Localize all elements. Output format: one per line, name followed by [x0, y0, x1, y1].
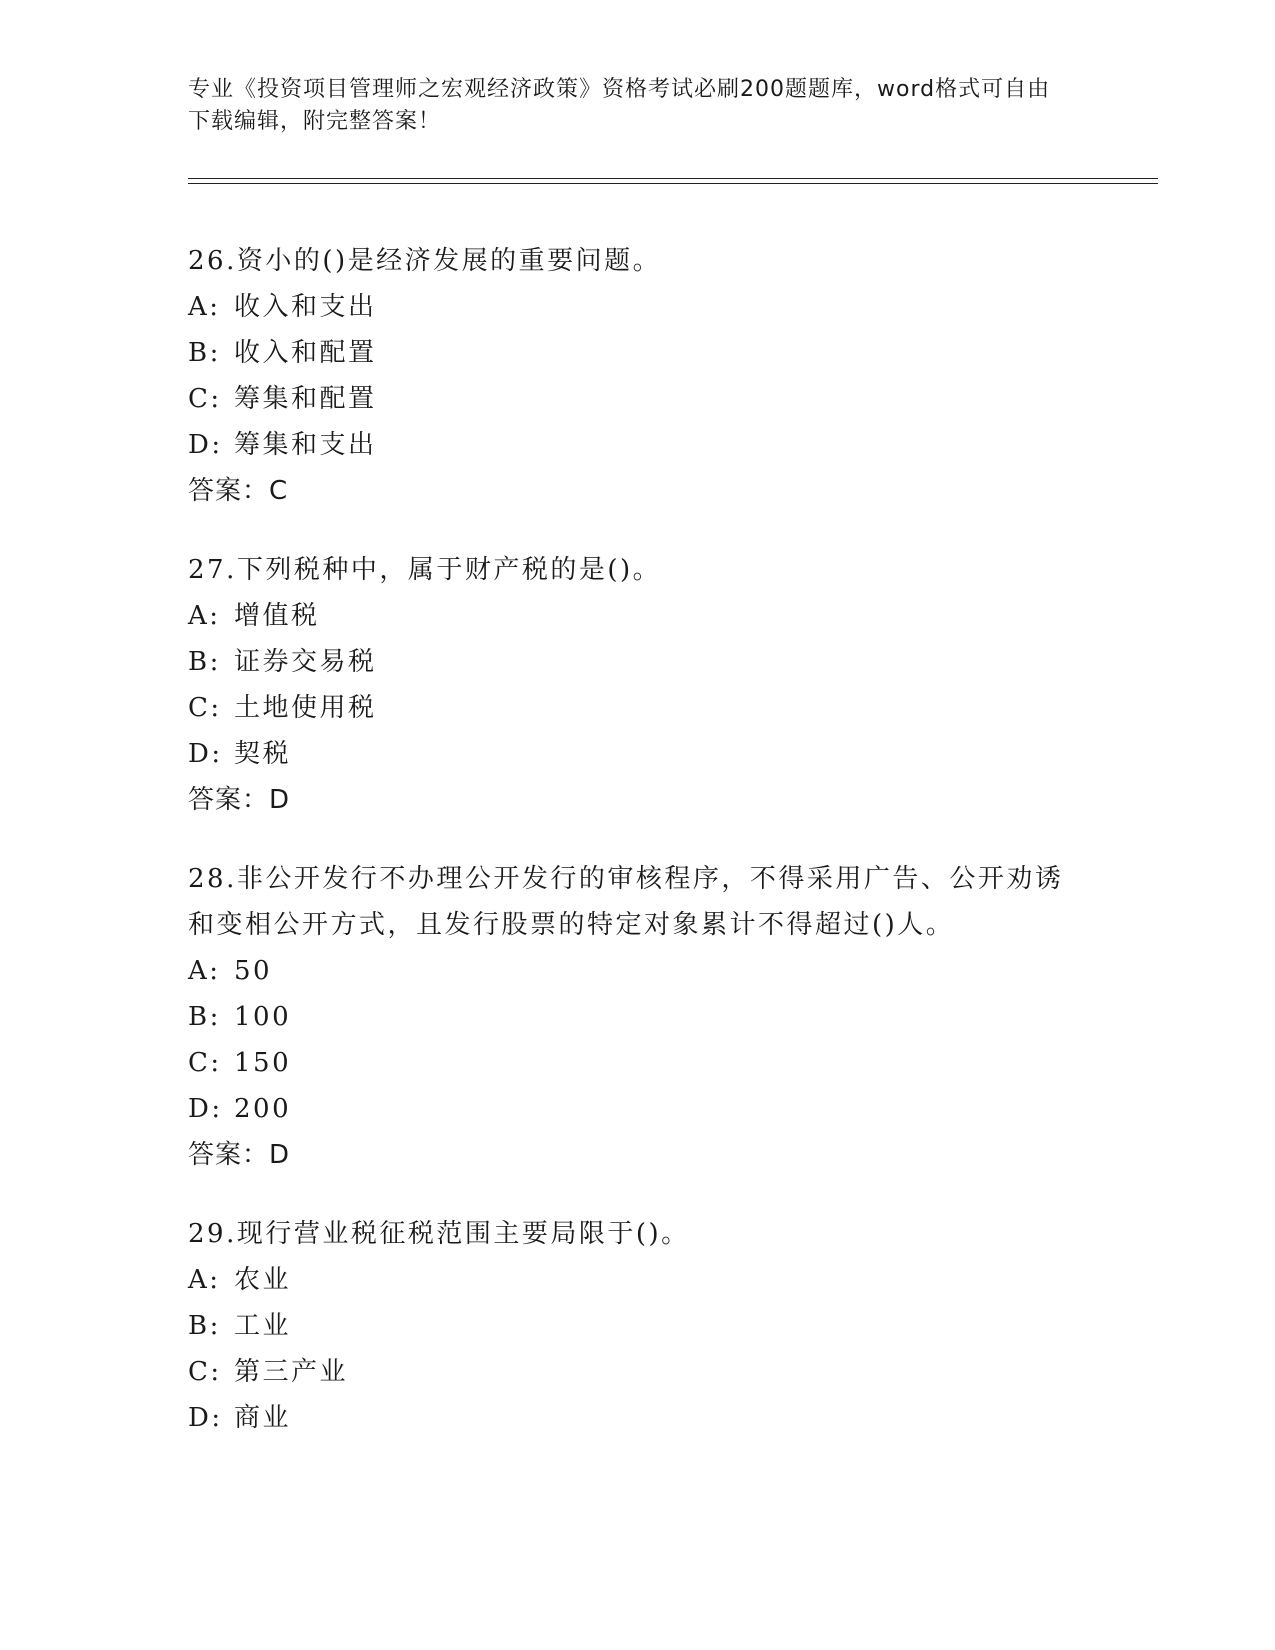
option-a [188, 948, 1088, 994]
option-d [188, 731, 1088, 777]
option-b [188, 1303, 1088, 1349]
option-letter: C: [188, 384, 222, 414]
option-text: 筹集和配置 [234, 384, 377, 414]
question-item [188, 547, 1088, 823]
option-text: 契税 [234, 739, 292, 769]
option-text: 100 [234, 1002, 292, 1032]
option-letter: A: [188, 956, 221, 986]
option-c [188, 1349, 1088, 1395]
answer-line: 答案：C [188, 476, 289, 506]
answer-line: 答案：D [188, 785, 291, 815]
option-text: 商业 [234, 1403, 292, 1433]
option-a [188, 1257, 1088, 1303]
header-divider-bottom [188, 183, 1158, 184]
option-letter: D: [188, 739, 223, 769]
answer-line: 答案：D [188, 1140, 291, 1170]
option-letter: D: [188, 1094, 223, 1124]
question-item [188, 1211, 1088, 1441]
option-text: 200 [234, 1094, 292, 1124]
option-letter: B: [188, 1311, 221, 1341]
question-item [188, 856, 1088, 1178]
option-letter: C: [188, 1048, 222, 1078]
option-letter: B: [188, 647, 221, 677]
option-text: 证券交易税 [234, 647, 377, 677]
option-text: 土地使用税 [234, 693, 377, 723]
option-a [188, 593, 1088, 639]
option-c [188, 376, 1088, 422]
option-letter: A: [188, 601, 221, 631]
question-stem: 28.非公开发行不办理公开发行的审核程序，不得采用广告、公开劝诱和变相公开方式，且发行股票的特定对象累计不得超过()人。 [188, 864, 1064, 940]
question-list [188, 238, 1088, 1474]
option-d [188, 422, 1088, 468]
document-header: 专业《投资项目管理师之宏观经济政策》资格考试必刷200题题库，word格式可自由下载编辑，附完整答案！ [188, 77, 1051, 134]
option-text: 50 [234, 956, 273, 986]
option-c [188, 685, 1088, 731]
option-letter: B: [188, 338, 221, 368]
option-letter: D: [188, 430, 223, 460]
option-d [188, 1395, 1088, 1441]
option-letter: A: [188, 292, 221, 322]
option-text: 第三产业 [234, 1357, 349, 1387]
option-b [188, 639, 1088, 685]
option-text: 收入和支出 [234, 292, 377, 322]
option-text: 农业 [234, 1265, 292, 1295]
question-item [188, 238, 1088, 514]
option-a [188, 284, 1088, 330]
option-c [188, 1040, 1088, 1086]
option-text: 150 [234, 1048, 292, 1078]
option-b [188, 994, 1088, 1040]
option-text: 筹集和支出 [234, 430, 377, 460]
option-text: 增值税 [234, 601, 320, 631]
header-divider-top [188, 178, 1158, 179]
question-stem: 27.下列税种中，属于财产税的是()。 [188, 555, 662, 585]
option-letter: A: [188, 1265, 221, 1295]
question-stem: 29.现行营业税征税范围主要局限于()。 [188, 1219, 690, 1249]
option-d [188, 1086, 1088, 1132]
option-letter: D: [188, 1403, 223, 1433]
option-text: 收入和配置 [234, 338, 377, 368]
option-letter: C: [188, 693, 222, 723]
question-stem: 26.资小的()是经济发展的重要问题。 [188, 246, 662, 276]
option-b [188, 330, 1088, 376]
option-text: 工业 [234, 1311, 292, 1341]
option-letter: B: [188, 1002, 221, 1032]
option-letter: C: [188, 1357, 222, 1387]
